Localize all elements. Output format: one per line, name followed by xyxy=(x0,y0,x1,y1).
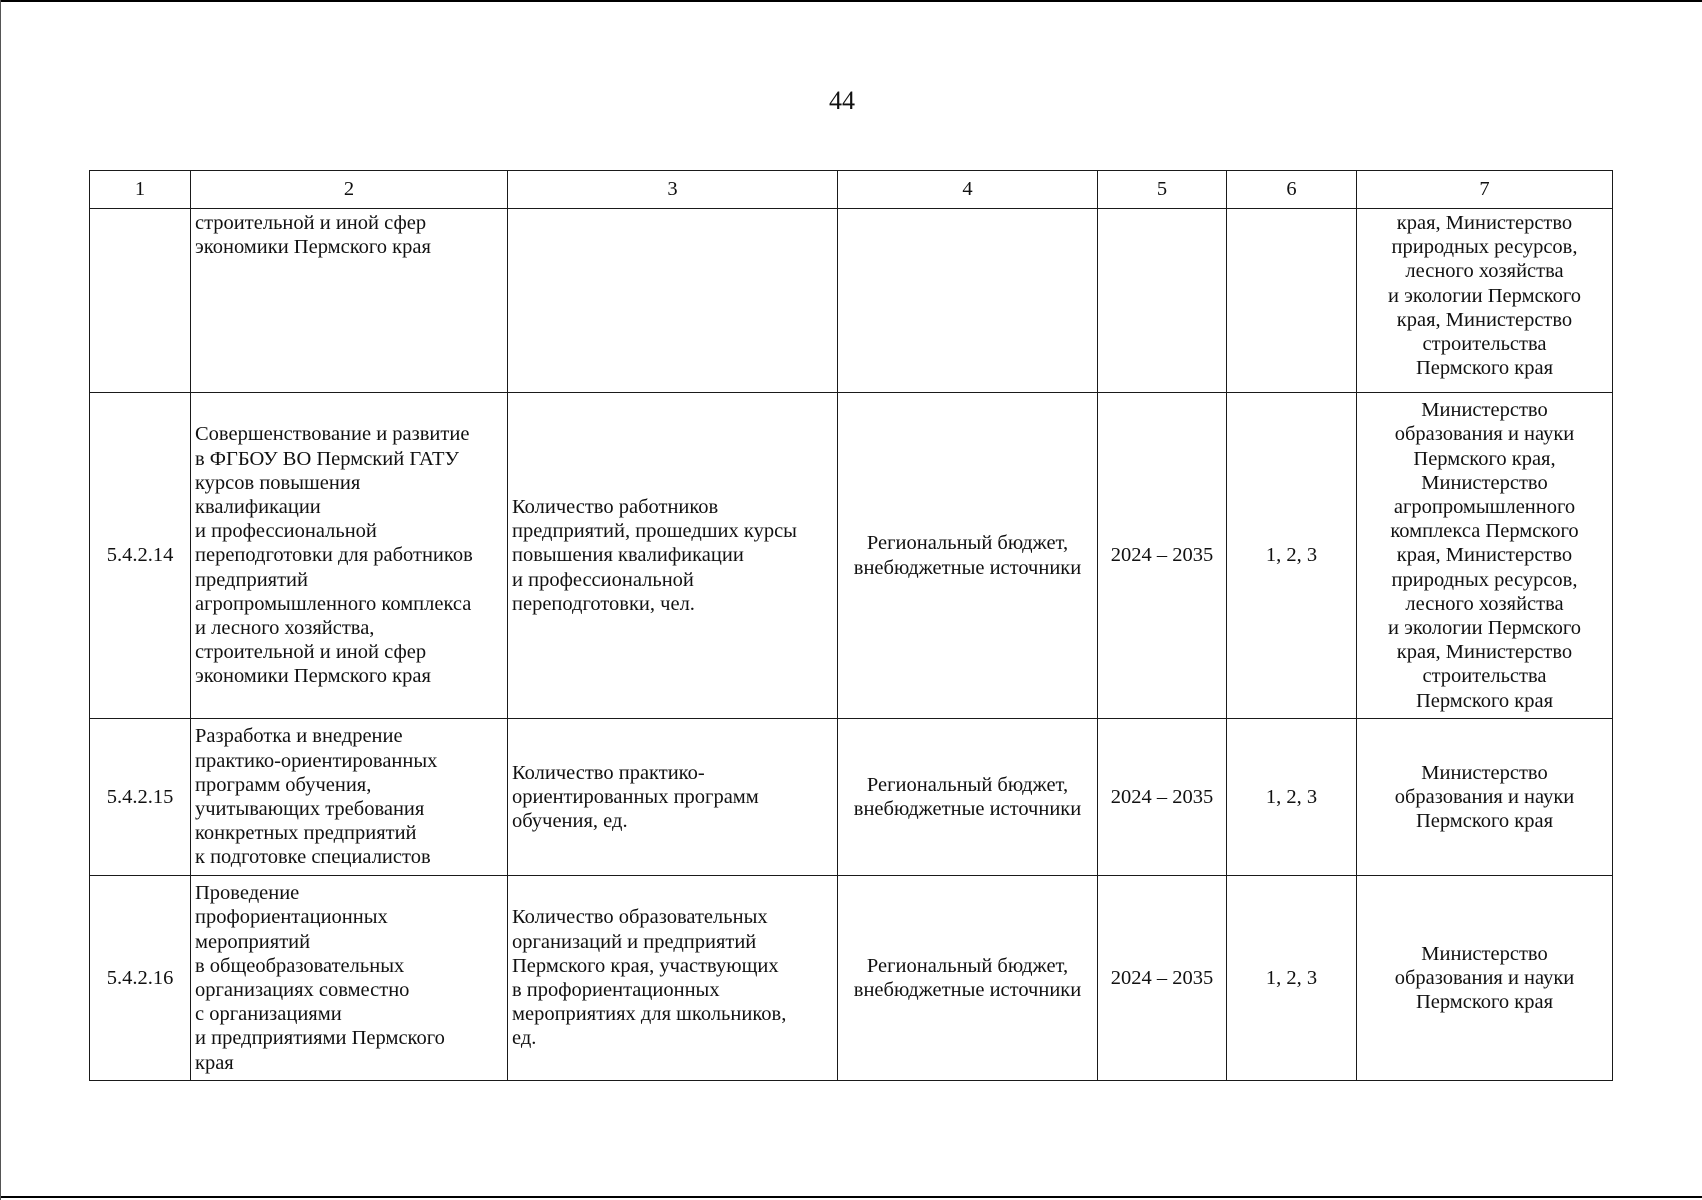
page-number: 44 xyxy=(829,86,855,115)
funding-cell: Региональный бюджет, внебюджетные источники xyxy=(838,719,1098,876)
table-row xyxy=(90,209,1613,393)
tasks-cell: 1, 2, 3 xyxy=(1227,719,1357,876)
column-header: 2 xyxy=(191,171,508,209)
column-header: 4 xyxy=(838,171,1098,209)
period-cell: 2024 – 2035 xyxy=(1098,719,1227,876)
activity-cell: Совершенствование и развитие в ФГБОУ ВО Пермский ГАТУ курсов повышения квалификации и профессиональной переподготовки для работников предприятий агропромышленного комплекса и лесного хозяйства, строительной и иной сфер экономики Пермского края xyxy=(191,393,508,719)
measure-number-cell xyxy=(90,209,191,393)
table-header-row xyxy=(90,171,1613,209)
scan-left-border xyxy=(0,0,1,1200)
responsible-cell: Министерство образования и науки Пермского края, Министерство агропромышленного комплекса Пермского края, Министерство природных ресурсов, лесного хозяйства и экологии Пермского края, Министерство строительства Пермского края xyxy=(1357,393,1613,719)
scan-top-border xyxy=(0,0,1702,2)
tasks-cell: 1, 2, 3 xyxy=(1227,876,1357,1081)
indicator-cell xyxy=(508,209,838,393)
funding-cell: Региональный бюджет, внебюджетные источники xyxy=(838,876,1098,1081)
tasks-cell: 1, 2, 3 xyxy=(1227,393,1357,719)
column-header: 1 xyxy=(90,171,191,209)
table-row xyxy=(90,719,1613,876)
indicator-cell: Количество работников предприятий, прошедших курсы повышения квалификации и профессиональной переподготовки, чел. xyxy=(508,393,838,719)
table-row xyxy=(90,393,1613,719)
measure-number-cell: 5.4.2.16 xyxy=(90,876,191,1081)
tasks-cell xyxy=(1227,209,1357,393)
responsible-cell: Министерство образования и науки Пермского края xyxy=(1357,719,1613,876)
funding-cell: Региональный бюджет, внебюджетные источники xyxy=(838,393,1098,719)
column-header: 3 xyxy=(508,171,838,209)
measure-number-cell: 5.4.2.15 xyxy=(90,719,191,876)
funding-cell xyxy=(838,209,1098,393)
activity-cell: строительной и иной сфер экономики Пермского края xyxy=(191,209,508,393)
period-cell: 2024 – 2035 xyxy=(1098,876,1227,1081)
activity-cell: Проведение профориентационных мероприятий в общеобразовательных организациях совместно с организациями и предприятиями Пермского края xyxy=(191,876,508,1081)
measures-table xyxy=(89,170,1613,1081)
indicator-cell: Количество практико- ориентированных программ обучения, ед. xyxy=(508,719,838,876)
period-cell: 2024 – 2035 xyxy=(1098,393,1227,719)
scan-bottom-border xyxy=(0,1196,1702,1198)
table-row xyxy=(90,876,1613,1081)
responsible-cell: Министерство образования и науки Пермского края xyxy=(1357,876,1613,1081)
column-header: 5 xyxy=(1098,171,1227,209)
measure-number-cell: 5.4.2.14 xyxy=(90,393,191,719)
column-header: 6 xyxy=(1227,171,1357,209)
column-header: 7 xyxy=(1357,171,1613,209)
indicator-cell: Количество образовательных организаций и предприятий Пермского края, участвующих в профориентационных мероприятиях для школьников, ед. xyxy=(508,876,838,1081)
responsible-cell: края, Министерство природных ресурсов, лесного хозяйства и экологии Пермского края, Министерство строительства Пермского края xyxy=(1357,209,1613,393)
period-cell xyxy=(1098,209,1227,393)
activity-cell: Разработка и внедрение практико-ориентированных программ обучения, учитывающих требования конкретных предприятий к подготовке специалистов xyxy=(191,719,508,876)
